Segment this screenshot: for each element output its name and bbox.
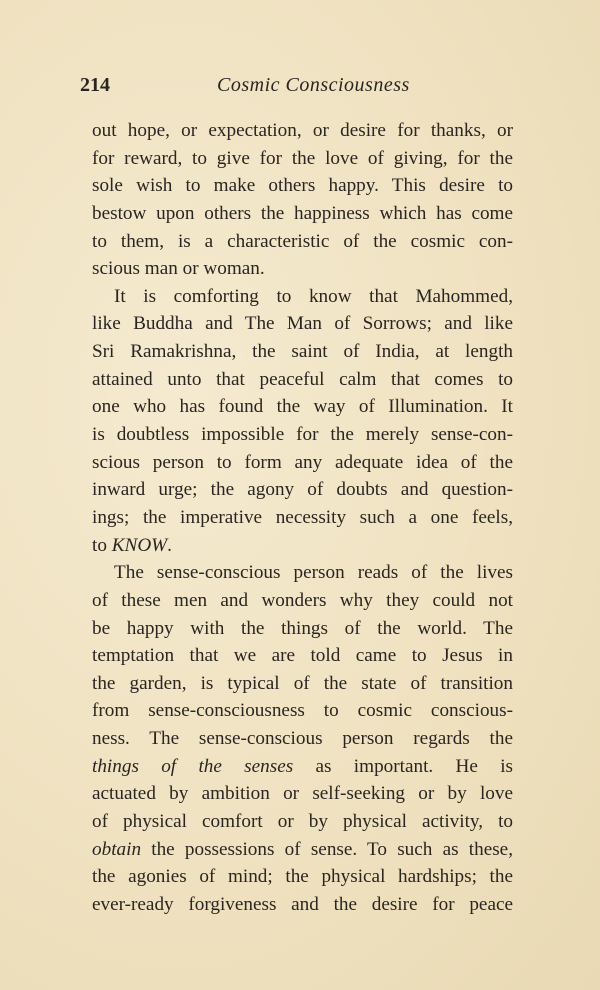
text-line: scious person to form any adequate idea of the bbox=[92, 451, 513, 473]
line-text: . bbox=[167, 534, 172, 556]
text-line bbox=[92, 836, 513, 864]
running-title: Cosmic Consciousness bbox=[217, 74, 410, 96]
text-line: actuated by ambition or self-seeking or by love bbox=[92, 783, 513, 805]
text-line: ever-ready forgiveness and the desire for peace bbox=[92, 893, 513, 915]
text-line: is doubtless impossible for the merely sense-con- bbox=[92, 424, 513, 446]
emphasis-text: things of the senses bbox=[92, 755, 294, 777]
line-text: to bbox=[92, 534, 112, 556]
text-line: the garden, is typical of the state of transition bbox=[92, 672, 513, 694]
text-line: be happy with the things of the world. The bbox=[92, 617, 513, 639]
text-line: The sense-conscious person reads of the lives bbox=[114, 562, 513, 584]
line-text: the possessions of sense. To such as these, bbox=[141, 838, 513, 860]
text-line: of physical comfort or by physical activity, to bbox=[92, 811, 513, 833]
text-line: to them, is a characteristic of the cosmic con- bbox=[92, 230, 513, 252]
emphasis-text: obtain bbox=[92, 838, 142, 860]
text-line: It is comforting to know that Mahommed, bbox=[114, 285, 513, 307]
text-line: the agonies of mind; the physical hardships; the bbox=[92, 866, 513, 888]
emphasis-text: KNOW bbox=[111, 534, 168, 556]
text-line bbox=[92, 532, 513, 560]
text-line: bestow upon others the happiness which has come bbox=[92, 202, 513, 224]
text-line: from sense-consciousness to cosmic conscious- bbox=[92, 700, 513, 722]
text-line: temptation that we are told came to Jesus in bbox=[92, 645, 513, 667]
text-line: sole wish to make others happy. This desire to bbox=[92, 175, 513, 197]
text-line: out hope, or expectation, or desire for thanks, or bbox=[92, 120, 513, 141]
text-line: Sri Ramakrishna, the saint of India, at length bbox=[92, 341, 513, 363]
text-line: like Buddha and The Man of Sorrows; and like bbox=[92, 313, 513, 335]
text-line: ness. The sense-conscious person regards the bbox=[92, 728, 513, 750]
page-header bbox=[80, 74, 515, 104]
page-number: 214 bbox=[80, 74, 110, 96]
text-line: of these men and wonders why they could not bbox=[92, 589, 513, 611]
text-line: attained unto that peaceful calm that comes to bbox=[92, 368, 513, 390]
text-line bbox=[92, 753, 513, 781]
text-line: scious man or woman. bbox=[92, 258, 265, 280]
line-text: as important. He is bbox=[293, 755, 513, 777]
text-line: for reward, to give for the love of giving, for the bbox=[92, 147, 513, 169]
body-text bbox=[92, 117, 513, 919]
text-line: one who has found the way of Illumination. It bbox=[92, 396, 513, 418]
text-line: inward urge; the agony of doubts and question- bbox=[92, 479, 513, 501]
text-line: ings; the imperative necessity such a one feels, bbox=[92, 506, 513, 528]
